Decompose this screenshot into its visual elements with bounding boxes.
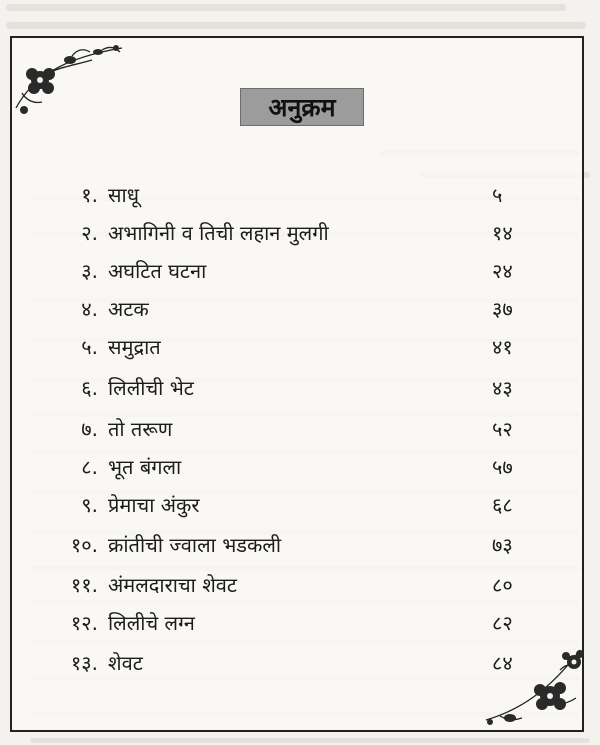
chapter-title: लिलीचे लग्न [108,611,195,635]
chapter-page-number: ४१ [492,335,513,359]
toc-entry [50,332,540,362]
contents-heading: अनुक्रम [240,88,364,126]
chapter-page-number: १४ [492,221,513,245]
chapter-page-number: ७३ [492,533,513,557]
toc-entry [50,648,540,678]
chapter-title: लिलीची भेट [108,376,194,400]
chapter-title: शेवट [108,651,143,675]
chapter-number: ८. [81,455,98,479]
chapter-page-number: ८४ [492,651,513,675]
chapter-page-number: ५२ [492,417,513,441]
chapter-title: तो तरूण [108,417,173,441]
chapter-number: १३. [70,651,98,675]
chapter-page-number: ६८ [492,493,513,517]
chapter-number: १. [81,183,98,207]
chapter-title: अटक [108,297,149,321]
chapter-page-number: ८० [492,573,513,597]
chapter-number: १०. [70,533,98,557]
chapter-page-number: ५७ [492,455,513,479]
toc-entry [50,530,540,560]
toc-entry [50,452,540,482]
chapter-number: ७. [81,417,98,441]
chapter-title: साधू [108,183,139,207]
chapter-title: अंमलदाराचा शेवट [108,573,237,597]
chapter-title: समुद्रात [108,335,161,359]
chapter-number: ३. [81,259,98,283]
chapter-number: ९. [81,493,98,517]
toc-entry [50,414,540,444]
toc-entry [50,180,540,210]
chapter-number: ११. [70,573,98,597]
chapter-number: १२. [70,611,98,635]
toc-entry [50,294,540,324]
floral-corner-ornament-top-left [12,38,132,128]
chapter-title: प्रेमाचा अंकुर [108,493,200,517]
toc-entry [50,256,540,286]
chapter-number: ६. [81,376,98,400]
chapter-title: अभागिनी व तिची लहान मुलगी [108,221,329,245]
chapter-number: ४. [81,297,98,321]
toc-entry [50,570,540,600]
toc-entry [50,373,540,403]
chapter-page-number: ३७ [492,297,513,321]
chapter-page-number: २४ [492,259,513,283]
toc-entry [50,218,540,248]
chapter-page-number: ४३ [492,376,513,400]
chapter-page-number: ८२ [492,611,513,635]
chapter-title: क्रांतीची ज्वाला भडकली [108,533,282,557]
chapter-title: अघटित घटना [108,259,207,283]
chapter-title: भूत बंगला [108,455,182,479]
chapter-number: २. [81,221,98,245]
chapter-number: ५. [81,335,98,359]
chapter-page-number: ५ [492,183,503,207]
toc-entry [50,608,540,638]
toc-entry [50,490,540,520]
